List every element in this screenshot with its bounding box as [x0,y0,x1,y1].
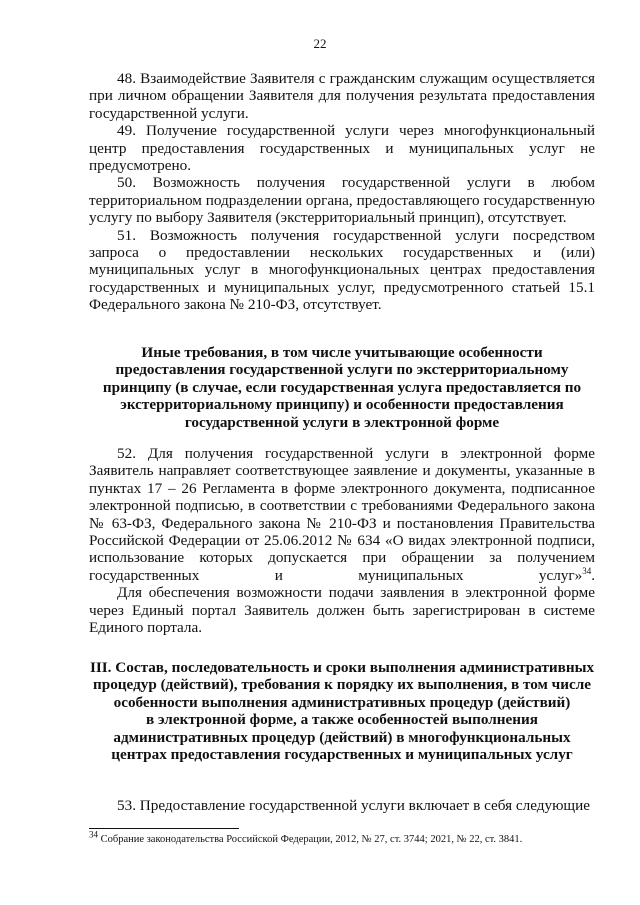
footnote-text: Собрание законодательства Российской Федерации, 2012, № 27, ст. 3744; 2021, № 22, ст. 3841. [100,834,523,845]
heading-line: Иные требования, в том числе учитывающие особенности [141,344,543,361]
paragraphs-48-51 [89,70,595,314]
paragraphs-52 [89,445,595,636]
heading-line: процедур (действий), требования к порядку их выполнения, в том числе [93,676,591,694]
heading-line: в электронной форме, а также особенностей выполнения [146,711,538,729]
heading-line: особенности выполнения административных процедур (действий) [113,693,571,711]
heading-line: предоставления государственной услуги по экстерриториальному [115,361,569,379]
paragraph-48: 48. Взаимодействие Заявителя с гражданским служащим осуществляется при личном обращении Заявителя для получения результата предоставления государственной услуги. [89,70,595,122]
paragraph-49: 49. Получение государственной услуги через многофункциональный центр предоставления государственных и муниципальных услуг не предусмотрено. [89,122,595,175]
paragraph-52: 52. Для получения государственной услуги в электронной форме Заявитель направляет соответствующее заявление и документы, указанные в пунктах 17 – 26 Регламента в форме электронного документа, подписанное электронной подписью, в соответствии с требованиями Федерального закона № 63-ФЗ, Федерального закона № 210-ФЗ и постановления Правительства Российской Федерации от 25.06.2012 № 634 «О видах электронной подписи, использование которых допускается при обращении за получением государственных и муниципальных услуг»$^{34}$. [89,445,595,584]
heading-line: III. Состав, последовательность и сроки выполнения административных [89,659,595,676]
paragraph-50: 50. Возможность получения государственной услуги в любом территориальном подразделении органа, предоставляющего государственную услугу по выбору Заявителя (экстерриториальный принцип), отсутствует. [89,174,595,227]
heading-line: принципу (в случае, если государственная услуга предоставляется по [102,378,582,396]
paragraph-51: 51. Возможность получения государственной услуги посредством запроса о предоставлении нескольких государственных и (или) муниципальных услуг в многофункциональных центрах предоставления государственных и муниципальных услуг, предусмотренного статьей 15.1 Федерального закона № 210-ФЗ, отсутствует. [89,226,595,314]
paragraph-52-text: 52. Для получения государственной услуги в электронной форме Заявитель направляет соответствующее заявление и документы, указанные в пунктах 17 – 26 Регламента в форме электронного документа, подписанное электронной подписью, в соответствии с требованиями Федерального закона № 63-ФЗ, Федерального закона № 210-ФЗ и постановления Правительства Российской Федерации от 25.06.2012 № 634 «О видах электронной подписи, использование которых допускается при обращении за получением государственных и муниципальных услуг» [89,445,595,584]
heading-line: государственной услуги в электронной форме [184,413,500,431]
section-heading-III [89,659,595,763]
paragraph-52-continued: Для обеспечения возможности подачи заявления в электронной форме через Единый портал Заявитель должен быть зарегистрирован в системе Единого портала. [89,584,595,637]
footnote-separator [89,828,239,829]
paragraph-53: 53. Предоставление государственной услуги включает в себя следующие [117,797,590,814]
section-heading-electronic-form [89,344,595,431]
footnote-reference: 34 [582,565,592,576]
page-number: 22 [313,36,327,51]
heading-line: административных процедур (действий) в многофункциональных [113,728,571,746]
heading-line: центрах предоставления государственных и муниципальных услуг [111,746,573,764]
footnote-marker: 34 [89,829,98,840]
paragraph-53-block [89,797,595,814]
footnote [89,829,595,846]
heading-line: экстерриториальному принципу) и особенности предоставления [120,396,564,414]
